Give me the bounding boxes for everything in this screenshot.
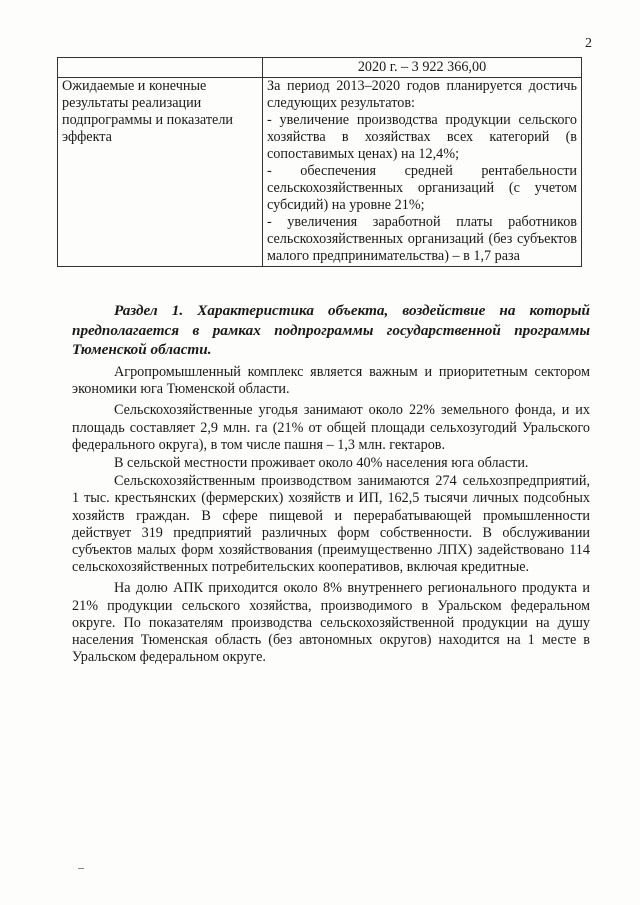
table-row bbox=[58, 78, 582, 267]
page-number: 2 bbox=[585, 36, 592, 51]
section-title: Раздел 1. Характеристика объекта, воздействие на который предполагается в рамках подпрограммы государственной программы Тюменской области. bbox=[72, 302, 590, 358]
results-intro: За период 2013–2020 годов планируется достичь следующих результатов: bbox=[267, 78, 577, 111]
result-item: - увеличения заработной платы работников сельскохозяйственных организаций (без субъектов малого предпринимательства) – в 1,7 раза bbox=[267, 214, 577, 264]
funding-continuation: 2020 г. – 3 922 366,00 bbox=[263, 58, 582, 78]
empty-label-cell bbox=[58, 58, 263, 78]
table-row bbox=[58, 58, 582, 78]
result-item: - обеспечения средней рентабельности сельскохозяйственных организаций (с учетом субсидий) на уровне 21%; bbox=[267, 163, 577, 213]
paragraph: В сельской местности проживает около 40% населения юга области. bbox=[114, 455, 529, 472]
paragraph: Сельскохозяйственным производством занимаются 274 сельхозпредприятий, 1 тыс. крестьянских (фермерских) хозяйств и ИП, 162,5 тысячи личных подсобных хозяйств граждан. В сфере пищевой и перерабатывающей промышленности действует 319 предприятий различных форм собственности. В обслуживании субъектов малых форм хозяйствования (преимущественно ЛПХ) задействовано 114 сельскохозяйственных потребительских кооперативов, включая кредитные. bbox=[72, 473, 590, 576]
scan-mark bbox=[78, 868, 84, 869]
passport-table bbox=[57, 57, 582, 267]
paragraph: Агропромышленный комплекс является важным и приоритетным сектором экономики юга Тюменской области. bbox=[72, 364, 590, 398]
results-cell bbox=[263, 78, 582, 267]
result-item: - увеличение производства продукции сельского хозяйства в хозяйствах всех категорий (в сопоставимых ценах) на 12,4%; bbox=[267, 112, 577, 162]
section-body bbox=[72, 364, 590, 667]
results-label: Ожидаемые и конечные результаты реализации подпрограммы и показатели эффекта bbox=[58, 78, 263, 267]
paragraph: Сельскохозяйственные угодья занимают около 22% земельного фонда, и их площадь составляет 2,9 млн. га (21% от общей площади сельхозугодий Уральского федерального округа), в том числе пашня – 1,3 млн. гектаров. bbox=[72, 402, 590, 453]
paragraph: На долю АПК приходится около 8% внутреннего регионального продукта и 21% продукции сельского хозяйства, производимого в Уральском федеральном округе. По показателям производства сельскохозяйственной продукции на душу населения Тюменская область (без автономных округов) находится на 1 месте в Уральском федеральном округе. bbox=[72, 580, 590, 666]
